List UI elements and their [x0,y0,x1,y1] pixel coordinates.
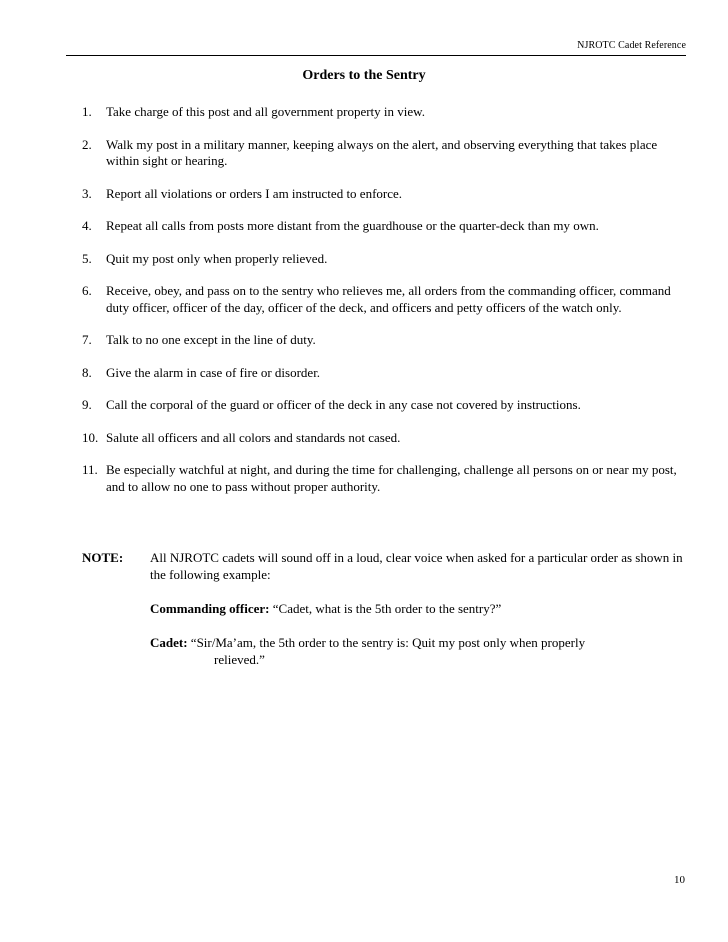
order-item [82,462,692,495]
order-text: Take charge of this post and all government property in view. [106,104,425,119]
order-item [82,186,692,203]
order-number: 11. [82,462,98,477]
order-item [82,430,692,447]
order-number: 7. [82,332,92,347]
note-section [82,549,692,685]
running-header: NJROTC Cadet Reference [577,40,686,51]
page-number: 10 [674,874,685,886]
example-line: “Cadet, what is the 5th order to the sentry?” [272,601,502,616]
order-text: Give the alarm in case of fire or disorder. [106,364,321,380]
order-item [82,332,692,349]
page-title: Orders to the Sentry [302,68,426,83]
order-number: 1. [82,104,92,119]
order-text: Receive, obey, and pass on to the sentry who relieves me, all orders from the commanding officer, command duty officer, officer of the day, officer of the deck, and officers and petty officers of the watch only. [106,283,671,315]
order-text: Call the corporal of the guard or officer of the deck in any case not covered by instructions. [106,397,581,412]
order-number: 3. [82,185,92,201]
order-number: 10. [82,429,99,445]
order-item [82,365,692,382]
order-number: 6. [82,283,92,298]
order-number: 2. [82,136,92,152]
speaker-label: Commanding officer: [150,601,270,616]
order-number: 4. [82,218,92,233]
order-text: Quit my post only when properly relieved. [106,250,328,266]
note-intro: All NJROTC cadets will sound off in a loud, clear voice when asked for a particular order as shown in the following example: [150,550,683,582]
order-number: 9. [82,397,92,412]
example-line-continuation: relieved.” [214,652,265,667]
order-item [82,137,692,170]
order-item [82,251,692,268]
order-text: Report all violations or orders I am instructed to enforce. [106,185,403,201]
note-body [150,549,692,668]
order-item [82,218,692,235]
order-text: Be especially watchful at night, and during the time for challenging, challenge all persons on or near my post, and to allow no one to pass without proper authority. [106,462,677,494]
order-text: Salute all officers and all colors and standards not cased. [106,429,401,445]
order-item [82,104,692,121]
order-text: Talk to no one except in the line of duty. [106,332,316,347]
example-commanding-officer [150,600,692,617]
order-text: Repeat all calls from posts more distant from the guardhouse or the quarter-deck than my own. [106,218,599,233]
order-number: 8. [82,364,92,380]
header-rule [66,55,686,56]
order-item [82,283,692,316]
order-text: Walk my post in a military manner, keeping always on the alert, and observing everything that takes place within sight or hearing. [106,136,658,168]
example-cadet [150,634,692,668]
example-line: “Sir/Ma’am, the 5th order to the sentry is: Quit my post only when properly [190,635,586,650]
note-label: NOTE: [82,550,124,565]
order-number: 5. [82,250,92,266]
speaker-label: Cadet: [150,635,188,650]
order-item [82,397,692,414]
orders-list [82,104,692,511]
